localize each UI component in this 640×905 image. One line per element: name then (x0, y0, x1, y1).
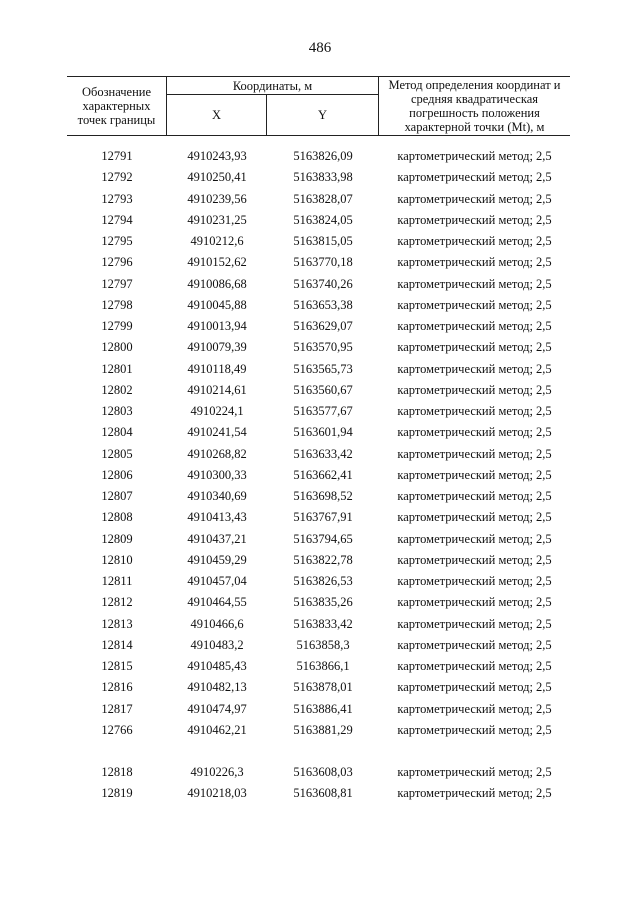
coord-x: 4910483,2 (190, 637, 244, 652)
coord-y: 5163833,98 (293, 170, 353, 185)
header-method: Метод определения координат и средняя квадратическая погрешность положения характерной точки (Mt), м (388, 78, 561, 134)
point-id: 12812 (101, 595, 133, 610)
coord-y: 5163770,18 (293, 255, 353, 270)
point-id: 12808 (101, 510, 133, 525)
coord-y: 5163824,05 (293, 212, 353, 227)
coord-y: 5163698,52 (293, 489, 353, 503)
table-row (67, 507, 570, 528)
method: картометрический метод; 2,5 (397, 404, 552, 418)
table-row (67, 783, 570, 804)
coord-x: 4910224,1 (190, 404, 244, 418)
header-x: X (167, 95, 267, 135)
table-header (67, 76, 570, 136)
table-row (67, 635, 570, 656)
table-body (67, 146, 570, 805)
table-row (67, 677, 570, 698)
coord-x: 4910459,29 (187, 552, 247, 567)
table-row (67, 189, 570, 210)
coord-y: 5163570,95 (293, 340, 353, 355)
method: картометрический метод; 2,5 (397, 340, 552, 355)
coord-x: 4910226,3 (190, 765, 244, 779)
method: картометрический метод; 2,5 (397, 255, 552, 270)
method: картометрический метод; 2,5 (397, 234, 552, 248)
table-row (67, 550, 570, 571)
coord-x: 4910464,55 (187, 595, 247, 610)
point-id: 12797 (101, 276, 133, 291)
coord-y: 5163565,73 (293, 361, 353, 376)
point-id: 12813 (101, 616, 133, 631)
point-id: 12799 (101, 319, 133, 333)
header-y: Y (267, 95, 379, 135)
coord-x: 4910231,25 (187, 212, 247, 227)
method: картометрический метод; 2,5 (397, 467, 552, 482)
table-row (67, 699, 570, 720)
point-id: 12814 (101, 637, 133, 652)
point-id: 12792 (101, 170, 133, 185)
point-id: 12807 (101, 489, 133, 503)
table-row (67, 295, 570, 316)
coord-y: 5163662,41 (293, 467, 353, 482)
table-row (67, 592, 570, 613)
table-row (67, 762, 570, 783)
coord-x: 4910413,43 (187, 510, 247, 525)
point-id: 12811 (101, 574, 133, 588)
coord-y: 5163828,07 (293, 191, 353, 206)
coord-y: 5163866,1 (296, 659, 350, 673)
method: картометрический метод; 2,5 (397, 722, 552, 737)
coord-x: 4910218,03 (187, 786, 247, 801)
method: картометрический метод; 2,5 (397, 574, 552, 588)
point-id: 12802 (101, 382, 133, 397)
method: картометрический метод; 2,5 (397, 170, 552, 185)
method: картометрический метод; 2,5 (397, 191, 552, 206)
coord-y: 5163886,41 (293, 701, 353, 716)
method: картометрический метод; 2,5 (397, 552, 552, 567)
coord-y: 5163826,09 (293, 149, 353, 163)
method: картометрический метод; 2,5 (397, 382, 552, 397)
table-row (67, 274, 570, 295)
point-id: 12810 (101, 552, 133, 567)
coord-y: 5163881,29 (293, 722, 353, 737)
coord-x: 4910462,21 (187, 722, 247, 737)
point-id: 12794 (101, 212, 133, 227)
table-row (67, 465, 570, 486)
coord-x: 4910482,13 (187, 680, 247, 695)
point-id: 12805 (101, 446, 133, 461)
coord-y: 5163629,07 (293, 319, 353, 333)
table-row (67, 337, 570, 358)
point-id: 12798 (101, 297, 133, 312)
method: картометрический метод; 2,5 (397, 510, 552, 525)
coord-x: 4910212,6 (190, 234, 244, 248)
coord-y: 5163577,67 (293, 404, 353, 418)
coord-x: 4910079,39 (187, 340, 247, 355)
coord-x: 4910118,49 (187, 361, 247, 376)
method: картометрический метод; 2,5 (397, 489, 552, 503)
method: картометрический метод; 2,5 (397, 276, 552, 291)
table-row (67, 571, 570, 592)
coord-y: 5163560,67 (293, 382, 353, 397)
table-row (67, 401, 570, 422)
method: картометрический метод; 2,5 (397, 149, 552, 163)
method: картометрический метод; 2,5 (397, 361, 552, 376)
table-row (67, 720, 570, 741)
method: картометрический метод; 2,5 (397, 595, 552, 610)
method: картометрический метод; 2,5 (397, 637, 552, 652)
method: картометрический метод; 2,5 (397, 212, 552, 227)
coord-y: 5163633,42 (293, 446, 353, 461)
coord-y: 5163826,53 (293, 574, 353, 588)
coord-x: 4910457,04 (187, 574, 247, 588)
point-id: 12791 (101, 149, 133, 163)
coord-x: 4910013,94 (187, 319, 247, 333)
table-row (67, 486, 570, 507)
coord-x: 4910250,41 (187, 170, 247, 185)
coord-y: 5163833,42 (293, 616, 353, 631)
point-id: 12815 (101, 659, 133, 673)
coord-y: 5163835,26 (293, 595, 353, 610)
coord-x: 4910045,88 (187, 297, 247, 312)
point-id: 12817 (101, 701, 133, 716)
point-id: 12795 (101, 234, 133, 248)
method: картометрический метод; 2,5 (397, 765, 552, 779)
coord-x: 4910086,68 (187, 276, 247, 291)
table-row (67, 614, 570, 635)
table-row (67, 252, 570, 273)
point-id: 12800 (101, 340, 133, 355)
point-id: 12796 (101, 255, 133, 270)
page-number: 486 (308, 40, 332, 56)
coord-y: 5163608,03 (293, 765, 353, 779)
coord-y: 5163767,91 (293, 510, 353, 525)
coord-y: 5163794,65 (293, 531, 353, 546)
coord-y: 5163822,78 (293, 552, 353, 567)
table-row (67, 529, 570, 550)
coord-x: 4910241,54 (187, 425, 247, 440)
point-id: 12816 (101, 680, 133, 695)
coord-x: 4910437,21 (187, 531, 247, 546)
coord-y: 5163858,3 (296, 637, 350, 652)
coord-y: 5163878,01 (293, 680, 353, 695)
method: картометрический метод; 2,5 (397, 297, 552, 312)
method: картометрический метод; 2,5 (397, 786, 552, 801)
table-row (67, 422, 570, 443)
coord-x: 4910243,93 (187, 149, 247, 163)
table-row (67, 231, 570, 252)
coord-x: 4910214,61 (187, 382, 247, 397)
coord-x: 4910485,43 (187, 659, 247, 673)
coord-x: 4910239,56 (187, 191, 247, 206)
method: картометрический метод; 2,5 (397, 680, 552, 695)
header-designation: Обозначение характерных точек границы (67, 77, 167, 135)
method: картометрический метод; 2,5 (397, 425, 552, 440)
table-row (67, 167, 570, 188)
method: картометрический метод; 2,5 (397, 531, 552, 546)
point-id: 12804 (101, 425, 133, 440)
coord-y: 5163653,38 (293, 297, 353, 312)
point-id: 12819 (101, 786, 133, 801)
method: картометрический метод; 2,5 (397, 701, 552, 716)
table-row (67, 444, 570, 465)
coord-x: 4910268,82 (187, 446, 247, 461)
table-row (67, 656, 570, 677)
table-row (67, 146, 570, 167)
method: картометрический метод; 2,5 (397, 446, 552, 461)
coord-x: 4910340,69 (187, 489, 247, 503)
coord-x: 4910300,33 (187, 467, 247, 482)
point-id: 12806 (101, 467, 133, 482)
table-row (67, 316, 570, 337)
table-row (67, 210, 570, 231)
coord-y: 5163601,94 (293, 425, 353, 440)
point-id: 12766 (101, 722, 133, 737)
table-row (67, 380, 570, 401)
point-id: 12809 (101, 531, 133, 546)
coord-y: 5163740,26 (293, 276, 353, 291)
table-row (67, 359, 570, 380)
point-id: 12818 (101, 765, 133, 779)
point-id: 12801 (101, 361, 133, 376)
header-coordinates: Координаты, м (167, 77, 379, 95)
point-id: 12793 (101, 191, 133, 206)
coord-y: 5163608,81 (293, 786, 353, 801)
coord-x: 4910474,97 (187, 701, 247, 716)
point-id: 12803 (101, 404, 133, 418)
coord-x: 4910152,62 (187, 255, 247, 270)
coord-y: 5163815,05 (293, 234, 353, 248)
method: картометрический метод; 2,5 (397, 659, 552, 673)
method: картометрический метод; 2,5 (397, 319, 552, 333)
coord-x: 4910466,6 (190, 616, 244, 631)
method: картометрический метод; 2,5 (397, 616, 552, 631)
